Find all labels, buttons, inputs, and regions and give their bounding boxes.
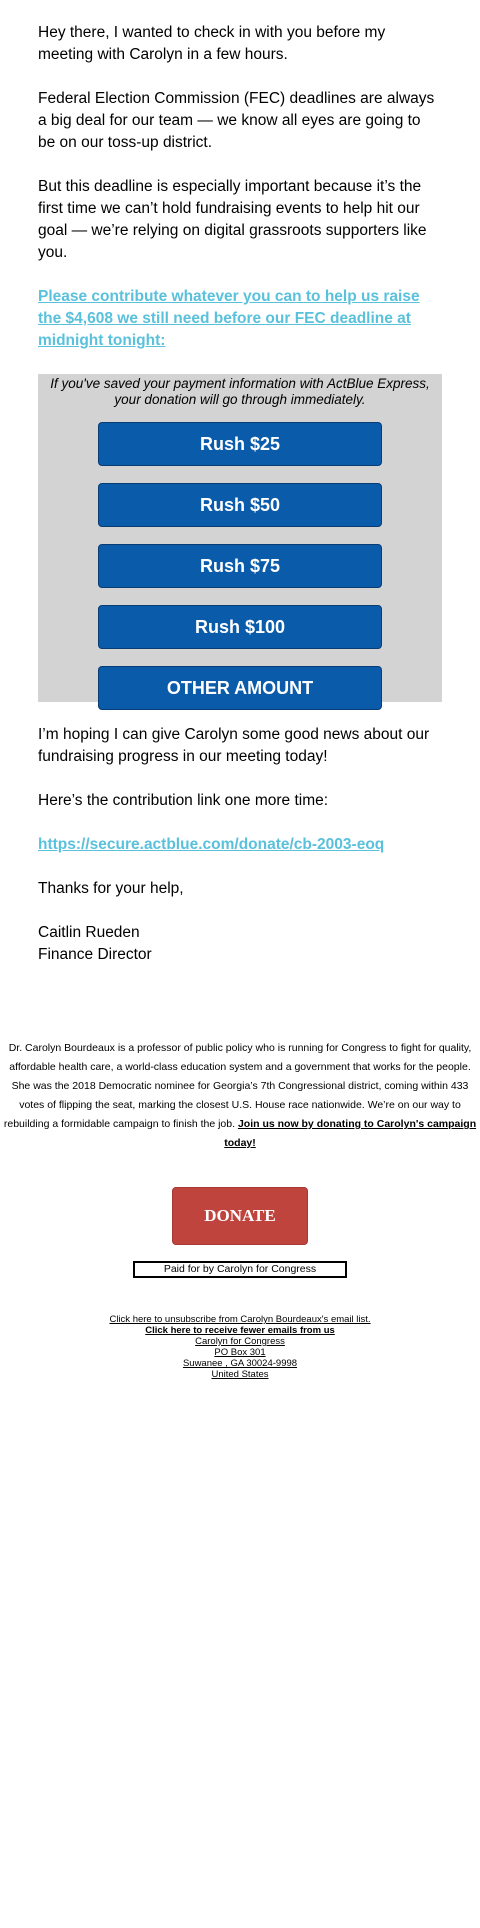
legal-footer <box>0 1314 480 1380</box>
rush-75-button[interactable]: Rush $75 <box>98 544 382 588</box>
fec-paragraph: Federal Election Commission (FEC) deadlines are always a big deal for our team — we know all eyes are going to be on our toss-up district. <box>38 90 435 151</box>
rush-50-button[interactable]: Rush $50 <box>98 483 382 527</box>
rush-25-button[interactable]: Rush $25 <box>98 422 382 466</box>
country[interactable]: United States <box>211 1369 269 1380</box>
fewer-emails-link[interactable]: Click here to receive fewer emails from us <box>145 1325 335 1336</box>
ask-paragraph <box>38 286 442 352</box>
express-note: If you've saved your payment information with ActBlue Express, your donation will go through immediately. <box>50 376 430 407</box>
signature-block <box>38 922 442 966</box>
org-name[interactable]: Carolyn for Congress <box>195 1336 285 1347</box>
intro-paragraph: Hey there, I wanted to check in with you before my meeting with Carolyn in a few hours. <box>38 24 386 63</box>
footer-bio <box>2 1039 478 1153</box>
thanks-text: Thanks for your help, <box>38 880 184 897</box>
link-paragraph <box>38 834 442 856</box>
donate-section <box>0 1187 480 1245</box>
actblue-express-box <box>38 374 442 702</box>
donate-button[interactable]: DONATE <box>172 1187 308 1245</box>
other-amount-button[interactable]: OTHER AMOUNT <box>98 666 382 710</box>
rush-100-button[interactable]: Rush $100 <box>98 605 382 649</box>
bio-text: Dr. Carolyn Bourdeaux is a professor of public policy who is running for Congress to fight for quality, affordable health care, a world-class education system and a government that works for the people. She was the 2018 Democratic nominee for Georgia’s 7th Congressional district, coming within 433 votes of flipping the seat, marking the closest U.S. House race nationwide. We’re on our way to rebuilding a formidable campaign to finish the job. <box>3 1042 472 1130</box>
contribute-link[interactable]: Please contribute whatever you can to help us raise the $4,608 we still need before our FEC deadline at midnight tonight: <box>38 288 420 349</box>
news-paragraph: I’m hoping I can give Carolyn some good news about our fundraising progress in our meeting today! <box>38 726 430 765</box>
signature <box>38 878 442 966</box>
unsubscribe-link[interactable]: Click here to unsubscribe from Carolyn Bourdeaux's email list. <box>109 1314 371 1325</box>
link-intro-paragraph: Here’s the contribution link one more time: <box>38 792 329 809</box>
city-state[interactable]: Suwanee , GA 30024-9998 <box>182 1358 298 1369</box>
deadline-paragraph: But this deadline is especially important because it’s the first time we can’t hold fundraising events to help hit our goal — we’re relying on digital grassroots supporters like you. <box>38 178 427 261</box>
signer-name: Caitlin Rueden <box>38 924 140 941</box>
po-box[interactable]: PO Box 301 <box>214 1347 266 1358</box>
paid-for-disclaimer: Paid for by Carolyn for Congress <box>133 1261 347 1278</box>
signer-title: Finance Director <box>38 946 152 963</box>
join-link[interactable]: Join us now by donating to Carolyn's campaign today! <box>224 1118 477 1149</box>
actblue-url-link[interactable]: https://secure.actblue.com/donate/cb-2003-eoq <box>38 836 385 853</box>
